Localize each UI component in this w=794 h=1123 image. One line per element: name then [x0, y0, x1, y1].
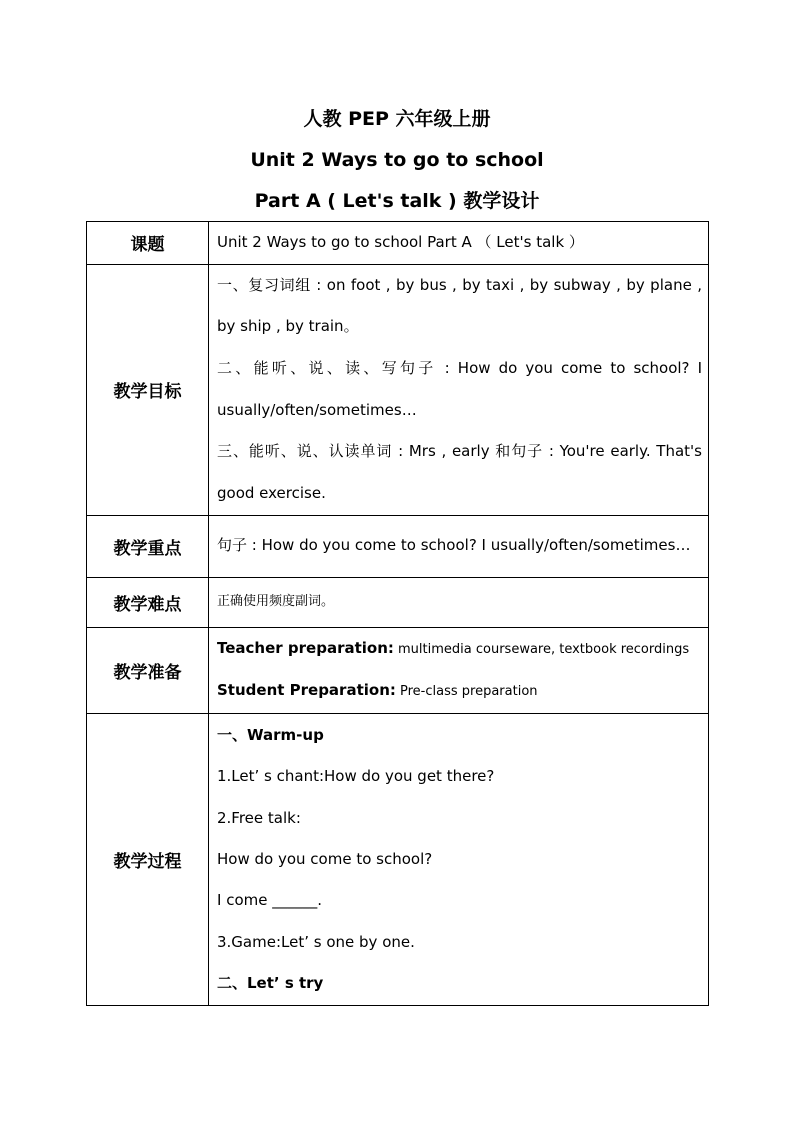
table-row-objectives	[87, 264, 709, 515]
document-title-series: 人教 PEP 六年级上册	[303, 108, 491, 130]
difficulties-value	[209, 577, 709, 627]
process-line: I come ______.	[217, 891, 322, 910]
key-points-value	[209, 515, 709, 577]
row-label-objectives: 教学目标	[87, 264, 209, 515]
process-line: 2.Free talk:	[217, 808, 301, 827]
teacher-preparation-value: multimedia courseware, textbook recordings	[393, 641, 690, 657]
preparation-content	[209, 627, 709, 713]
topic-text: Unit 2 Ways to go to school Part A （ Let's talk ）	[217, 233, 584, 251]
process-line: 1.Let’ s chant:How do you get there?	[217, 767, 495, 786]
objective-line: 一、复习词组 : on foot , by bus , by taxi , by subway , by plane ,	[217, 275, 702, 294]
teacher-preparation-label: Teacher preparation:	[217, 638, 394, 657]
row-label-preparation: 教学准备	[87, 627, 209, 713]
table-row-preparation	[87, 627, 709, 713]
process-content	[209, 713, 709, 1005]
process-line: 3.Game:Let’ s one by one.	[217, 932, 415, 951]
document-title-unit: Unit 2 Ways to go to school	[250, 149, 544, 171]
row-label-process: 教学过程	[87, 713, 209, 1005]
lesson-plan-table	[86, 221, 709, 1006]
table-row-process	[87, 713, 709, 1005]
difficulties-text: 正确使用频度副词。	[217, 594, 335, 610]
process-heading-lets-try: 二、Let’ s try	[217, 974, 324, 993]
student-preparation-line	[217, 670, 702, 713]
process-line: How do you come to school?	[217, 849, 433, 868]
table-row-difficulties	[87, 577, 709, 627]
key-points-text: 句子 : How do you come to school? I usually/often/sometimes…	[217, 536, 691, 555]
objectives-content	[209, 264, 709, 515]
teacher-preparation-line	[217, 628, 702, 671]
row-label-difficulties: 教学难点	[87, 577, 209, 627]
objective-line: good exercise.	[217, 484, 326, 503]
objective-line: 二、能听、说、读、写句子 : How do you come to school? I	[217, 358, 702, 377]
row-label-topic: 课题	[87, 222, 209, 265]
row-label-key-points: 教学重点	[87, 515, 209, 577]
student-preparation-value: Pre-class preparation	[395, 684, 538, 700]
objective-line: usually/often/sometimes…	[217, 400, 417, 419]
objective-line: 三、能听、说、认读单词 : Mrs , early 和句子 : You're early. That's	[217, 442, 702, 461]
student-preparation-label: Student Preparation:	[217, 681, 396, 700]
objective-line: by ship , by train。	[217, 317, 359, 336]
topic-value	[209, 222, 709, 265]
document-title-part: Part A ( Let's talk ) 教学设计	[254, 190, 540, 212]
process-heading-warm-up: 一、Warm-up	[217, 725, 324, 744]
table-row-key-points	[87, 515, 709, 577]
table-row-topic	[87, 222, 709, 265]
